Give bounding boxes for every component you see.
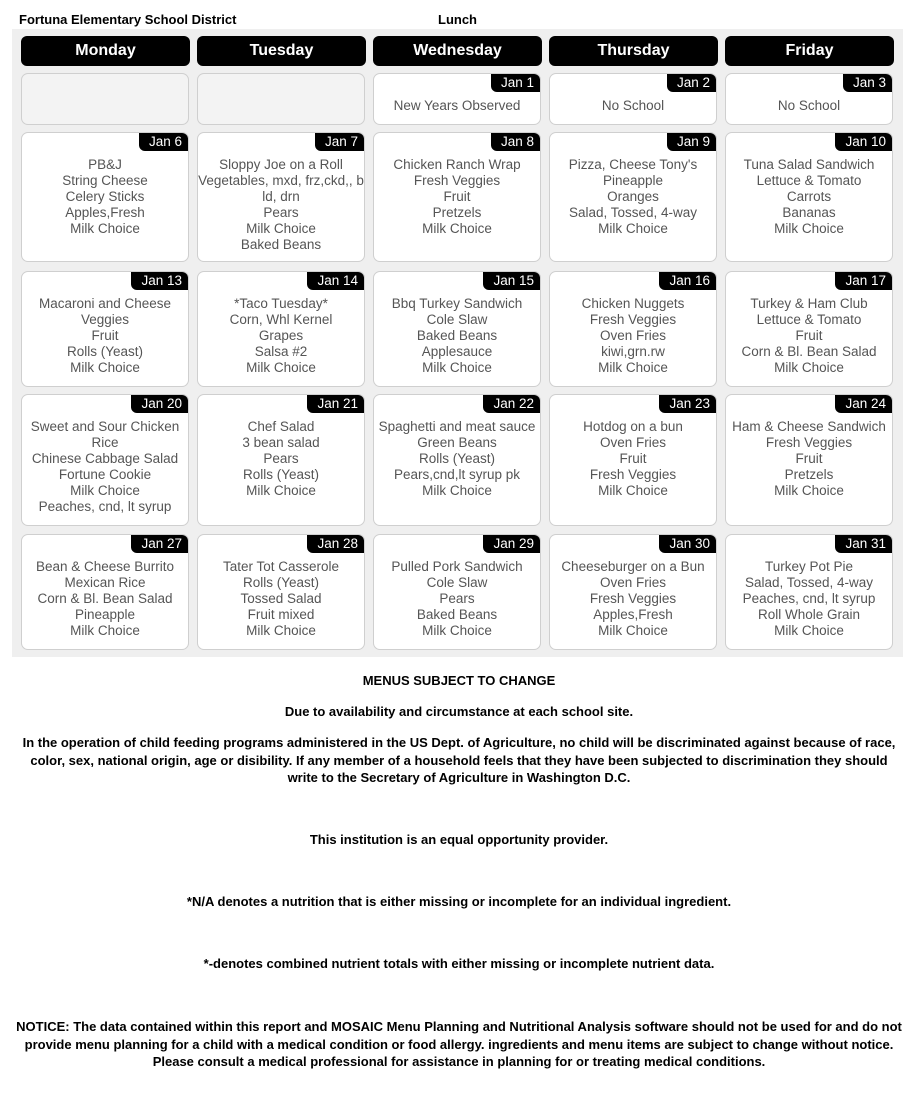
menu-item: Milk Choice: [598, 623, 668, 639]
menu-items: [198, 419, 364, 499]
day-cell: [725, 534, 893, 650]
menu-item: Cole Slaw: [426, 312, 488, 328]
date-badge: Jan 14: [307, 272, 364, 290]
menu-item: Grapes: [258, 328, 304, 344]
menu-items: [198, 296, 364, 376]
na-footnote: *N/A denotes a nutrition that is either missing or incomplete for an individual ingredient.: [186, 894, 732, 909]
date-badge: Jan 2: [667, 74, 716, 92]
date-badge: Jan 28: [307, 535, 364, 553]
menu-item: Rolls (Yeast): [418, 451, 496, 467]
menu-item: Applesauce: [421, 344, 493, 360]
menu-item: Baked Beans: [416, 328, 498, 344]
date-badge: Jan 21: [307, 395, 364, 413]
menu-item: Rolls (Yeast): [242, 575, 320, 591]
day-cell: [373, 271, 541, 387]
date-badge: Jan 13: [131, 272, 188, 290]
day-header-thursday: Thursday: [549, 36, 718, 66]
menu-item: ld, drn: [262, 189, 300, 205]
menu-item: Fortune Cookie: [58, 467, 152, 483]
menu-item: Milk Choice: [422, 623, 492, 639]
day-cell: [373, 73, 541, 125]
menu-item: Milk Choice: [598, 221, 668, 237]
menu-item: Fruit mixed: [247, 607, 315, 623]
menu-item: Fruit: [795, 328, 823, 344]
day-cell: [373, 132, 541, 262]
menu-item: Pizza, Cheese Tony's: [568, 157, 698, 172]
day-cell: [21, 132, 189, 262]
menu-item: Salsa #2: [254, 344, 308, 360]
menu-item: 3 bean salad: [242, 435, 320, 451]
menu-item: Milk Choice: [422, 360, 492, 376]
combined-nutrient-footnote: *-denotes combined nutrient totals with either missing or incomplete nutrient data.: [203, 956, 715, 971]
menu-items: [550, 98, 716, 114]
menu-item: Milk Choice: [246, 623, 316, 639]
menu-item: Oven Fries: [599, 575, 667, 591]
menu-item: New Years Observed: [393, 98, 521, 113]
nondiscrimination-statement: In the operation of child feeding programs administered in the US Dept. of Agriculture, no child will be discriminated against because of race, color, sex, national origin, age or disibility. If any member of a household feels that they have been subjected to discrimination they should write to the Secretary of Agriculture in Washington D.C.: [22, 735, 896, 785]
menu-items: [22, 419, 188, 516]
day-cell: [549, 271, 717, 387]
menu-item: Ham & Cheese Sandwich: [732, 419, 886, 434]
date-badge: Jan 31: [835, 535, 892, 553]
menu-item: Oranges: [607, 189, 659, 205]
menu-item: Fresh Veggies: [589, 467, 677, 483]
day-cell: [373, 534, 541, 650]
menu-item: Green Beans: [417, 435, 497, 451]
menu-item: Pretzels: [432, 205, 482, 221]
menu-items: [374, 98, 540, 114]
menu-item: Milk Choice: [774, 360, 844, 376]
menu-item: Milk Choice: [422, 221, 492, 237]
menu-item: Tuna Salad Sandwich: [743, 157, 875, 172]
menu-items: [726, 419, 892, 499]
menu-item: Chinese Cabbage Salad: [31, 451, 179, 467]
menu-item: Chicken Ranch Wrap: [393, 157, 521, 172]
menu-item: Salad, Tossed, 4-way: [568, 205, 698, 221]
menu-item: Milk Choice: [598, 483, 668, 499]
menu-item: Pears: [263, 205, 299, 221]
day-header-monday: Monday: [21, 36, 190, 66]
date-badge: Jan 22: [483, 395, 540, 413]
menu-item: No School: [777, 98, 841, 113]
menu-calendar: [12, 29, 903, 657]
date-badge: Jan 7: [315, 133, 364, 151]
menu-items: [550, 157, 716, 237]
day-cell: [725, 394, 893, 526]
menu-item: Milk Choice: [70, 221, 140, 237]
day-cell: [549, 132, 717, 262]
district-name: Fortuna Elementary School District: [19, 12, 237, 27]
menu-item: Oven Fries: [599, 328, 667, 344]
menu-items: [22, 296, 188, 376]
menu-item: kiwi,grn.rw: [601, 344, 665, 360]
day-cell: [549, 534, 717, 650]
day-cell: [725, 132, 893, 262]
menu-item: Milk Choice: [70, 483, 140, 499]
menu-item: Carrots: [786, 189, 832, 205]
menu-item: Corn & Bl. Bean Salad: [741, 344, 877, 360]
menu-item: Fruit: [443, 189, 471, 205]
day-cell: [373, 394, 541, 526]
menu-item: Fresh Veggies: [413, 173, 501, 189]
menu-item: Cole Slaw: [426, 575, 488, 591]
date-badge: Jan 16: [659, 272, 716, 290]
date-badge: Jan 27: [131, 535, 188, 553]
menu-item: Hotdog on a bun: [583, 419, 683, 434]
menu-item: Apples,Fresh: [593, 607, 673, 623]
menu-items: [726, 98, 892, 114]
menu-item: Milk Choice: [774, 623, 844, 639]
date-badge: Jan 30: [659, 535, 716, 553]
menu-item: Corn & Bl. Bean Salad: [37, 591, 173, 607]
date-badge: Jan 8: [491, 133, 540, 151]
menu-item: Pears: [439, 591, 475, 607]
menu-item: Turkey Pot Pie: [764, 559, 854, 574]
menu-items: [726, 157, 892, 237]
menu-item: Tater Tot Casserole: [222, 559, 340, 574]
menu-item: Milk Choice: [70, 623, 140, 639]
menu-item: Fruit: [795, 451, 823, 467]
menu-item: Salad, Tossed, 4-way: [744, 575, 874, 591]
menu-item: Spaghetti and meat sauce: [378, 419, 536, 434]
day-cell: [197, 394, 365, 526]
menu-item: Milk Choice: [774, 483, 844, 499]
menu-item: Rolls (Yeast): [66, 344, 144, 360]
menu-item: Fruit: [91, 328, 119, 344]
day-cell: [197, 534, 365, 650]
menu-item: Corn, Whl Kernel: [229, 312, 333, 328]
meal-title: Lunch: [438, 12, 477, 27]
date-badge: Jan 20: [131, 395, 188, 413]
date-badge: Jan 15: [483, 272, 540, 290]
day-cell: [197, 73, 365, 125]
day-cell: [549, 394, 717, 526]
day-cell: [725, 73, 893, 125]
menu-item: Celery Sticks: [65, 189, 145, 205]
day-cell: [549, 73, 717, 125]
menu-item: String Cheese: [62, 173, 148, 189]
menu-items: [550, 419, 716, 499]
date-badge: Jan 3: [843, 74, 892, 92]
day-cell: [725, 271, 893, 387]
menu-item: Bananas: [782, 205, 836, 221]
menu-items: [198, 559, 364, 639]
menu-items: [198, 157, 364, 254]
menu-item: Roll Whole Grain: [757, 607, 861, 623]
menu-item: Milk Choice: [70, 360, 140, 376]
menu-item: Chicken Nuggets: [581, 296, 685, 311]
menu-item: Milk Choice: [246, 221, 316, 237]
menu-item: Sloppy Joe on a Roll: [219, 157, 343, 172]
menu-item: Veggies: [80, 312, 130, 328]
day-cell: [21, 271, 189, 387]
menu-items: [374, 559, 540, 639]
menu-item: PB&J: [88, 157, 122, 172]
menu-items: [374, 419, 540, 499]
equal-opportunity-statement: This institution is an equal opportunity provider.: [309, 832, 609, 847]
day-header-wednesday: Wednesday: [373, 36, 542, 66]
menu-item: Fresh Veggies: [589, 312, 677, 328]
menu-item: Milk Choice: [598, 360, 668, 376]
menu-item: Bean & Cheese Burrito: [35, 559, 175, 574]
date-badge: Jan 24: [835, 395, 892, 413]
menu-item: Chef Salad: [247, 419, 315, 434]
day-cell: [197, 271, 365, 387]
menu-item: Pineapple: [74, 607, 136, 623]
menu-item: Fresh Veggies: [589, 591, 677, 607]
menus-subject-to-change: MENUS SUBJECT TO CHANGE: [362, 673, 556, 688]
menu-item: Milk Choice: [774, 221, 844, 237]
menu-items: [726, 296, 892, 376]
menu-item: *Taco Tuesday*: [234, 296, 328, 311]
day-header-friday: Friday: [725, 36, 894, 66]
day-cell: [21, 534, 189, 650]
menu-item: Lettuce & Tomato: [756, 173, 862, 189]
menu-item: Rice: [91, 435, 119, 451]
menu-item: Apples,Fresh: [65, 205, 145, 221]
date-badge: Jan 10: [835, 133, 892, 151]
date-badge: Jan 17: [835, 272, 892, 290]
menu-item: Macaroni and Cheese: [38, 296, 172, 311]
date-badge: Jan 1: [491, 74, 540, 92]
menu-item: Pears: [263, 451, 299, 467]
menu-item: Lettuce & Tomato: [756, 312, 862, 328]
menu-item: Cheeseburger on a Bun: [561, 559, 705, 574]
day-cell: [21, 73, 189, 125]
menu-item: Pineapple: [602, 173, 664, 189]
date-badge: Jan 29: [483, 535, 540, 553]
menu-item: Fresh Veggies: [765, 435, 853, 451]
date-badge: Jan 23: [659, 395, 716, 413]
menu-item: Turkey & Ham Club: [750, 296, 868, 311]
menu-item: Milk Choice: [246, 360, 316, 376]
menu-item: Bbq Turkey Sandwich: [391, 296, 523, 311]
availability-note: Due to availability and circumstance at each school site.: [284, 704, 634, 719]
menu-item: Tossed Salad: [240, 591, 322, 607]
menu-item: Baked Beans: [240, 237, 322, 253]
day-cell: [21, 394, 189, 526]
menu-item: Pretzels: [784, 467, 834, 483]
menu-item: Rolls (Yeast): [242, 467, 320, 483]
day-cell: [197, 132, 365, 262]
menu-item: Peaches, cnd, lt syrup: [742, 591, 876, 607]
menu-item: Oven Fries: [599, 435, 667, 451]
menu-item: Fruit: [619, 451, 647, 467]
date-badge: Jan 9: [667, 133, 716, 151]
menu-item: Milk Choice: [422, 483, 492, 499]
menu-item: Pulled Pork Sandwich: [391, 559, 523, 574]
menu-item: Sweet and Sour Chicken: [30, 419, 180, 434]
day-header-tuesday: Tuesday: [197, 36, 366, 66]
medical-notice: NOTICE: The data contained within this report and MOSAIC Menu Planning and Nutritional Analysis software should not be used for and do not provide menu planning for a child with a medical condition or food allergy. ingredients and menu items are subject to change without notice. Please consult a medical professional for assistance in planning for or treating medical conditions.: [16, 1019, 902, 1069]
menu-item: Vegetables, mxd, frz,ckd,, b: [198, 173, 364, 189]
menu-item: Baked Beans: [416, 607, 498, 623]
menu-items: [550, 296, 716, 376]
menu-item: Peaches, cnd, lt syrup: [38, 499, 172, 515]
date-badge: Jan 6: [139, 133, 188, 151]
menu-items: [374, 296, 540, 376]
menu-item: No School: [601, 98, 665, 113]
menu-item: Mexican Rice: [64, 575, 146, 591]
menu-item: Milk Choice: [246, 483, 316, 499]
menu-item: Pears,cnd,lt syrup pk: [393, 467, 521, 483]
menu-items: [550, 559, 716, 639]
menu-items: [374, 157, 540, 237]
menu-items: [22, 559, 188, 639]
menu-items: [726, 559, 892, 639]
menu-items: [22, 157, 188, 237]
